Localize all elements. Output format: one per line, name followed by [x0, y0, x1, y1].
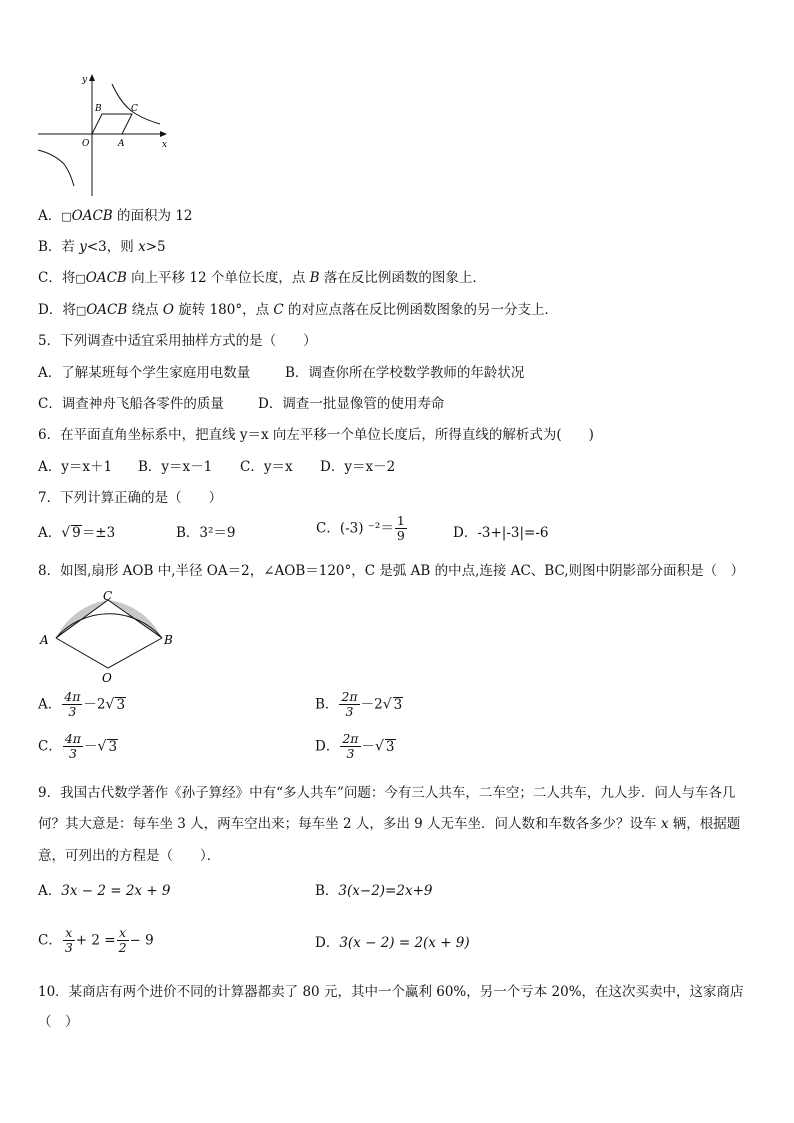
q8-stem: 8．如图,扇形 AOB 中,半径 OA＝2，∠AOB＝120°，C 是弧 AB 的中点,连接 AC、BC,则图中阴影部分面积是（ ）	[38, 563, 745, 579]
fig2-label-c: C	[103, 590, 113, 603]
sector-figure	[36, 590, 186, 684]
q9-line2: 何？其大意是：每车坐 3 人，两车空出来；每车坐 2 人，多出 9 人无车坐．问人数和车数各多少？设车 x 辆，根据题	[38, 816, 741, 832]
q5-option-c: C．调查神舟飞船各零件的质量	[38, 396, 224, 412]
q6-option-b: B．y＝x－1	[138, 459, 213, 475]
q8-option-b: B． $\frac{2\pi}{3}$ －2√ 3	[315, 689, 403, 719]
q4-option-a: A．□OACB 的面积为 12	[38, 208, 193, 224]
q7-option-b: B．3²＝9	[176, 525, 236, 541]
q6-option-c: C．y＝x	[240, 459, 293, 475]
q6-stem: 6．在平面直角坐标系中，把直线 y＝x 向左平移一个单位长度后，所得直线的解析式为( )	[38, 427, 594, 443]
q8-option-c: C． $\frac{4\pi}{3}$ －√ 3	[38, 731, 118, 761]
q9-line3: 意，可列出的方程是（ ）．	[38, 848, 221, 864]
q9-line1: 9．我国古代数学著作《孙子算经》中有“多人共车”问题：今有三人共车，二车空；二人共车，九人步．问人与车各几	[38, 785, 736, 801]
q5-stem: 5．下列调查中适宜采用抽样方式的是（ ）	[38, 333, 317, 349]
q5-option-a: A．了解某班每个学生家庭用电数量	[38, 365, 251, 381]
q6-option-a: A．y＝x＋1	[38, 459, 113, 475]
fig2-label-o: O	[102, 671, 112, 684]
fig1-label-c: C	[131, 104, 138, 114]
q7-stem: 7．下列计算正确的是（ ）	[38, 490, 223, 506]
q4-option-b: B．若 y<3，则 x>5	[38, 239, 166, 255]
q8-option-a: A． $\frac{4\pi}{3}$ －2√ 3	[38, 689, 126, 719]
hyperbola-branch-lower	[38, 150, 74, 186]
radii-oa-ob	[56, 638, 162, 668]
q4-option-c: C．将□OACB 向上平移 12 个单位长度，点 B 落在反比例函数的图象上．	[38, 270, 486, 286]
fig1-label-o: O	[82, 139, 90, 149]
parallelogram-oacb	[92, 114, 132, 134]
q9-option-c: C． $\frac{x}{3}$ + 2 = $\frac{x}{2}$ − 9	[38, 925, 154, 955]
reciprocal-function-figure	[36, 72, 176, 200]
q9-option-d: D．3(x − 2) = 2(x + 9)	[315, 935, 470, 951]
q9-option-b: B．3(x−2)=2x+9	[315, 883, 433, 899]
fig2-label-a: A	[40, 633, 49, 647]
x-axis-arrow	[160, 131, 167, 137]
q5-option-d: D．调查一批显像管的使用寿命	[258, 396, 445, 412]
fig1-label-a: A	[118, 139, 125, 149]
fig1-label-x: x	[162, 140, 168, 150]
q9-option-a: A．3x − 2 = 2x + 9	[38, 883, 171, 899]
fig1-label-y: y	[82, 75, 88, 85]
q8-option-d: D． $\frac{2\pi}{3}$ －√ 3	[315, 731, 395, 761]
q6-option-d: D．y＝x－2	[320, 459, 396, 475]
q5-option-b: B．调查你所在学校数学教师的年龄状况	[285, 365, 525, 381]
q7-option-c: C．(-3) ⁻²＝ $\frac{1}{9}$	[316, 513, 405, 543]
fig1-label-b: B	[95, 104, 102, 114]
q4-option-d: D．将□OACB 绕点 O 旋转 180°，点 C 的对应点落在反比例函数图象的另一分支上．	[38, 302, 559, 318]
q7-option-a: A．√ 9＝±3	[38, 525, 116, 541]
q10-line2: （ ）	[38, 1014, 79, 1030]
q10-line1: 10．某商店有两个进价不同的计算器都卖了 80 元，其中一个赢利 60%，另一个亏本 20%，在这次买卖中，这家商店	[38, 984, 744, 1000]
q7-option-d: D．-3+|-3|=-6	[453, 525, 549, 541]
y-axis-arrow	[89, 74, 95, 81]
fig2-label-b: B	[164, 633, 173, 647]
